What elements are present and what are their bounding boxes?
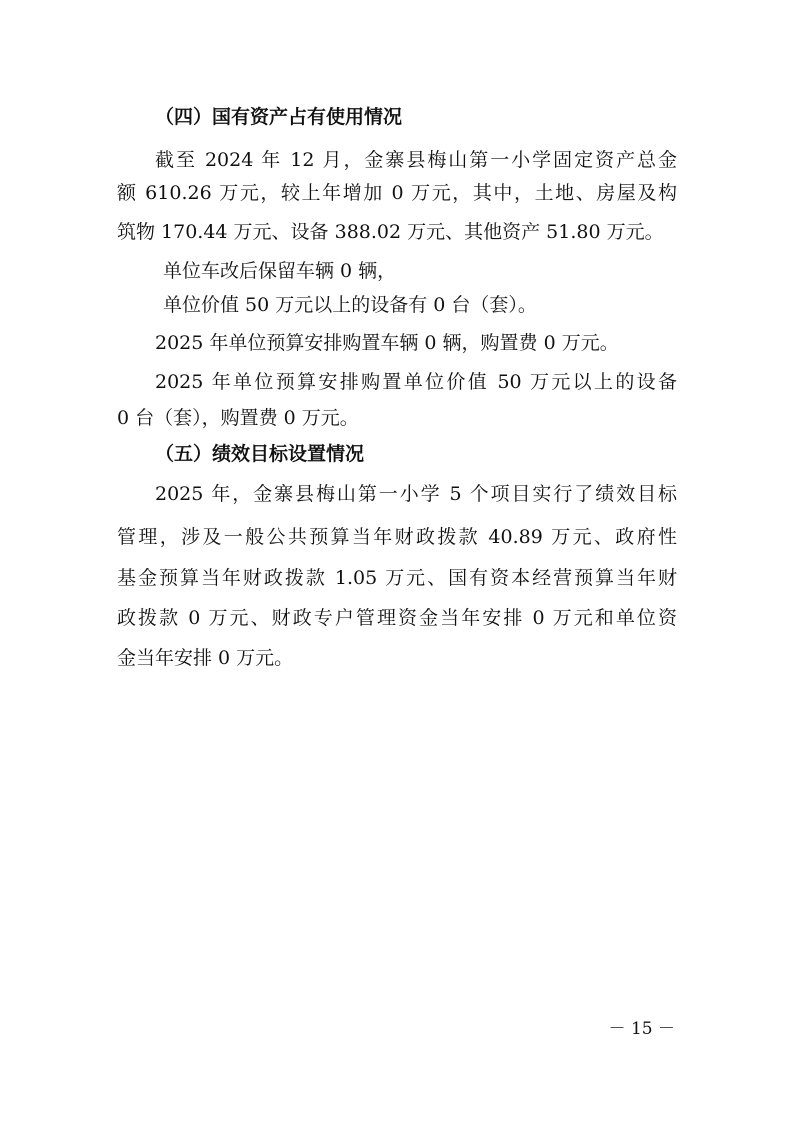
section-five-paragraph-line-4: 政拨款 0 万元、财政专户管理资金当年安排 0 万元和单位资 <box>117 607 677 629</box>
section-five-paragraph-line-2: 管理，涉及一般公共预算当年财政拨款 40.89 万元、政府性 <box>117 526 677 548</box>
budget-vehicle-line: 2025 年单位预算安排购置车辆 0 辆，购置费 0 万元。 <box>155 332 619 354</box>
section-five-paragraph-line-3: 基金预算当年财政拨款 1.05 万元、国有资本经营预算当年财 <box>117 567 677 589</box>
budget-equipment-line-1: 2025 年单位预算安排购置单位价值 50 万元以上的设备 <box>155 371 677 393</box>
section-five-paragraph-line-5: 金当年安排 0 万元。 <box>117 647 294 669</box>
equipment-count-line: 单位价值 50 万元以上的设备有 0 台（套）。 <box>163 294 537 316</box>
section-four-paragraph-line-3: 筑物 170.44 万元、设备 388.02 万元、其他资产 51.80 万元。 <box>117 221 664 243</box>
budget-equipment-line-2: 0 台（套），购置费 0 万元。 <box>117 407 359 429</box>
section-four-paragraph-line-2: 额 610.26 万元，较上年增加 0 万元，其中，土地、房屋及构 <box>117 182 677 204</box>
section-five-heading: （五）绩效目标设置情况 <box>155 443 365 465</box>
section-four-paragraph-line-1: 截至 2024 年 12 月，金寨县梅山第一小学固定资产总金 <box>155 149 677 171</box>
page-number: － 15 － <box>608 1019 675 1039</box>
vehicle-retention-line: 单位车改后保留车辆 0 辆， <box>163 260 397 282</box>
section-four-heading: （四）国有资产占有使用情况 <box>155 106 403 128</box>
section-five-paragraph-line-1: 2025 年，金寨县梅山第一小学 5 个项目实行了绩效目标 <box>155 483 677 505</box>
